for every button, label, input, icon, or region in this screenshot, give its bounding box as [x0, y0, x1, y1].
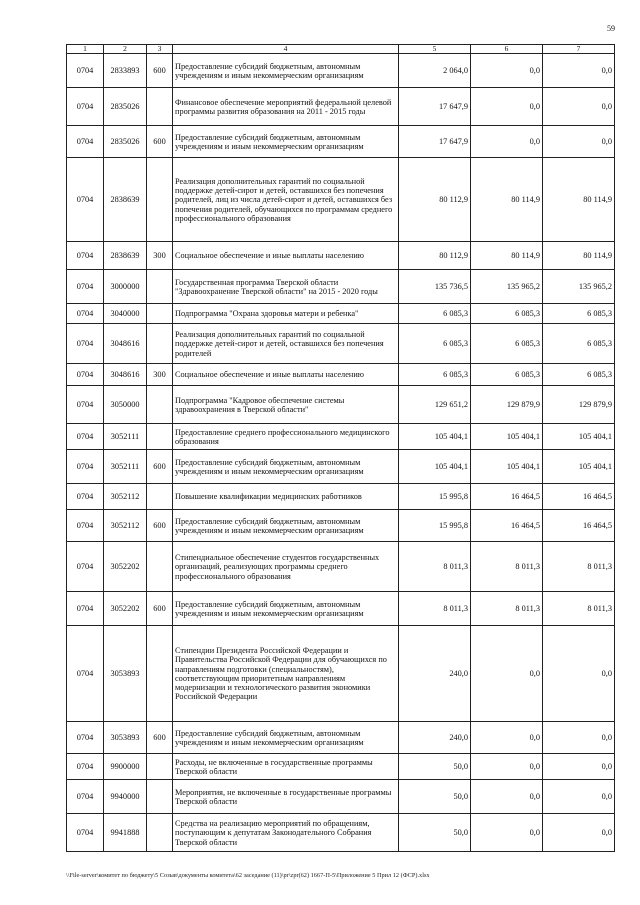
amount-col-5: 15 995,8: [399, 510, 471, 542]
budget-table-body: [67, 45, 615, 852]
amount-col-7: 6 085,3: [543, 304, 615, 324]
target-article-code: 9900000: [104, 754, 147, 780]
section-code: 0704: [67, 364, 104, 386]
section-code: 0704: [67, 542, 104, 592]
amount-col-5: 8 011,3: [399, 542, 471, 592]
amount-col-7: 0,0: [543, 722, 615, 754]
section-code: 0704: [67, 126, 104, 158]
target-article-code: 3052202: [104, 592, 147, 626]
amount-col-5: 50,0: [399, 754, 471, 780]
amount-col-7: 129 879,9: [543, 386, 615, 424]
budget-table: [66, 44, 615, 852]
amount-col-7: 0,0: [543, 88, 615, 126]
expense-name: Социальное обеспечение и иные выплаты населению: [173, 364, 399, 386]
expense-name: Повышение квалификации медицинских работников: [173, 484, 399, 510]
amount-col-6: 80 114,9: [471, 242, 543, 270]
amount-col-6: 16 464,5: [471, 510, 543, 542]
amount-col-6: 8 011,3: [471, 542, 543, 592]
expense-type-code: [147, 626, 173, 722]
expense-name: Подпрограмма "Кадровое обеспечение системы здравоохранения в Тверской области": [173, 386, 399, 424]
amount-col-7: 105 404,1: [543, 450, 615, 484]
amount-col-6: 105 404,1: [471, 450, 543, 484]
table-row: [67, 88, 615, 126]
section-code: 0704: [67, 780, 104, 814]
amount-col-5: 6 085,3: [399, 364, 471, 386]
expense-type-code: [147, 304, 173, 324]
amount-col-7: 16 464,5: [543, 484, 615, 510]
file-path-footer: \\File-server\комитет по бюджету\5 Созыв\документы комитета\62 заседание (11)\pr\zpr(62) 1667-П-5\Приложение 5 Прил 12 (ФСР).xlsx: [66, 872, 430, 879]
expense-name: Финансовое обеспечение мероприятий федеральной целевой программы развития образования на 2011 - 2015 годы: [173, 88, 399, 126]
table-row: [67, 364, 615, 386]
amount-col-6: 80 114,9: [471, 158, 543, 242]
amount-col-6: 6 085,3: [471, 364, 543, 386]
amount-col-5: 80 112,9: [399, 158, 471, 242]
amount-col-6: 0,0: [471, 722, 543, 754]
expense-name: Государственная программа Тверской области "Здравоохранение Тверской области" на 2015 - 2020 годы: [173, 270, 399, 304]
section-code: 0704: [67, 304, 104, 324]
target-article-code: 3052111: [104, 450, 147, 484]
section-code: 0704: [67, 324, 104, 364]
amount-col-5: 129 651,2: [399, 386, 471, 424]
expense-name: Реализация дополнительных гарантий по социальной поддержке детей-сирот и детей, оставшихся без попечения родителей, лиц из числа детей-сирот и детей, оставшихся без попечения родителей, обучающихся по программам среднего профессионального образования: [173, 158, 399, 242]
amount-col-7: 0,0: [543, 754, 615, 780]
expense-type-code: [147, 270, 173, 304]
amount-col-6: 0,0: [471, 780, 543, 814]
expense-type-code: 600: [147, 450, 173, 484]
target-article-code: 2838639: [104, 242, 147, 270]
expense-name: Предоставление субсидий бюджетным, автономным учреждениям и иным некоммерческим организациям: [173, 126, 399, 158]
table-row: [67, 270, 615, 304]
amount-col-6: 6 085,3: [471, 324, 543, 364]
table-row: [67, 54, 615, 88]
section-code: 0704: [67, 270, 104, 304]
table-row: [67, 722, 615, 754]
section-code: 0704: [67, 54, 104, 88]
expense-type-code: [147, 324, 173, 364]
expense-name: Предоставление субсидий бюджетным, автономным учреждениям и иным некоммерческим организациям: [173, 722, 399, 754]
amount-col-7: 135 965,2: [543, 270, 615, 304]
amount-col-7: 0,0: [543, 626, 615, 722]
target-article-code: 2835026: [104, 126, 147, 158]
table-row: [67, 510, 615, 542]
expense-type-code: 600: [147, 510, 173, 542]
table-row: [67, 126, 615, 158]
target-article-code: 3048616: [104, 324, 147, 364]
target-article-code: 3053893: [104, 626, 147, 722]
amount-col-6: 0,0: [471, 814, 543, 852]
expense-type-code: 600: [147, 722, 173, 754]
table-row: [67, 424, 615, 450]
amount-col-5: 6 085,3: [399, 324, 471, 364]
amount-col-7: 8 011,3: [543, 542, 615, 592]
amount-col-5: 105 404,1: [399, 450, 471, 484]
amount-col-5: 240,0: [399, 722, 471, 754]
expense-type-code: [147, 780, 173, 814]
section-code: 0704: [67, 386, 104, 424]
expense-type-code: [147, 386, 173, 424]
amount-col-6: 8 011,3: [471, 592, 543, 626]
header-col-5: 5: [399, 45, 471, 54]
amount-col-5: 2 064,0: [399, 54, 471, 88]
expense-name: Средства на реализацию мероприятий по обращениям, поступающим к депутатам Законодательного Собрания Тверской области: [173, 814, 399, 852]
target-article-code: 3052202: [104, 542, 147, 592]
expense-name: Стипендии Президента Российской Федерации и Правительства Российской Федерации для обучающихся по направлениям подготовки (специальностям), соответствующим приоритетным направлениям модернизации и технологического развития экономики Российской Федерации: [173, 626, 399, 722]
amount-col-5: 17 647,9: [399, 88, 471, 126]
amount-col-6: 0,0: [471, 126, 543, 158]
header-col-2: 2: [104, 45, 147, 54]
table-row: [67, 754, 615, 780]
expense-type-code: [147, 158, 173, 242]
amount-col-5: 135 736,5: [399, 270, 471, 304]
expense-type-code: [147, 88, 173, 126]
expense-name: Реализация дополнительных гарантий по социальной поддержке детей-сирот и детей, оставшихся без попечения родителей: [173, 324, 399, 364]
amount-col-5: 50,0: [399, 814, 471, 852]
expense-type-code: 600: [147, 592, 173, 626]
table-row: [67, 484, 615, 510]
expense-type-code: 600: [147, 54, 173, 88]
amount-col-5: 15 995,8: [399, 484, 471, 510]
expense-name: Предоставление субсидий бюджетным, автономным учреждениям и иным некоммерческим организациям: [173, 450, 399, 484]
expense-name: Социальное обеспечение и иные выплаты населению: [173, 242, 399, 270]
expense-name: Мероприятия, не включенные в государственные программы Тверской области: [173, 780, 399, 814]
expense-name: Предоставление среднего профессионального медицинского образования: [173, 424, 399, 450]
table-row: [67, 542, 615, 592]
table-row: [67, 450, 615, 484]
amount-col-7: 0,0: [543, 780, 615, 814]
expense-type-code: [147, 424, 173, 450]
section-code: 0704: [67, 754, 104, 780]
section-code: 0704: [67, 510, 104, 542]
section-code: 0704: [67, 814, 104, 852]
amount-col-7: 8 011,3: [543, 592, 615, 626]
expense-type-code: 600: [147, 126, 173, 158]
table-row: [67, 386, 615, 424]
expense-name: Подпрограмма "Охрана здоровья матери и ребенка": [173, 304, 399, 324]
page-number: 59: [607, 24, 615, 33]
table-row: [67, 592, 615, 626]
amount-col-7: 16 464,5: [543, 510, 615, 542]
amount-col-5: 8 011,3: [399, 592, 471, 626]
table-row: [67, 814, 615, 852]
target-article-code: 3052111: [104, 424, 147, 450]
amount-col-7: 80 114,9: [543, 158, 615, 242]
expense-name: Предоставление субсидий бюджетным, автономным учреждениям и иным некоммерческим организациям: [173, 510, 399, 542]
expense-name: Предоставление субсидий бюджетным, автономным учреждениям и иным некоммерческим организациям: [173, 54, 399, 88]
target-article-code: 9941888: [104, 814, 147, 852]
expense-type-code: 300: [147, 364, 173, 386]
expense-name: Расходы, не включенные в государственные программы Тверской области: [173, 754, 399, 780]
amount-col-5: 240,0: [399, 626, 471, 722]
target-article-code: 3050000: [104, 386, 147, 424]
amount-col-5: 105 404,1: [399, 424, 471, 450]
target-article-code: 3053893: [104, 722, 147, 754]
amount-col-6: 0,0: [471, 626, 543, 722]
target-article-code: 3048616: [104, 364, 147, 386]
header-col-7: 7: [543, 45, 615, 54]
expense-name: Предоставление субсидий бюджетным, автономным учреждениям и иным некоммерческим организациям: [173, 592, 399, 626]
amount-col-6: 6 085,3: [471, 304, 543, 324]
amount-col-6: 16 464,5: [471, 484, 543, 510]
section-code: 0704: [67, 424, 104, 450]
section-code: 0704: [67, 158, 104, 242]
table-row: [67, 242, 615, 270]
target-article-code: 3000000: [104, 270, 147, 304]
amount-col-6: 0,0: [471, 754, 543, 780]
header-col-1: 1: [67, 45, 104, 54]
amount-col-6: 0,0: [471, 54, 543, 88]
amount-col-6: 129 879,9: [471, 386, 543, 424]
expense-type-code: [147, 542, 173, 592]
header-col-4: 4: [173, 45, 399, 54]
section-code: 0704: [67, 450, 104, 484]
section-code: 0704: [67, 484, 104, 510]
amount-col-6: 105 404,1: [471, 424, 543, 450]
table-row: [67, 626, 615, 722]
expense-type-code: [147, 814, 173, 852]
expense-type-code: [147, 754, 173, 780]
header-col-3: 3: [147, 45, 173, 54]
target-article-code: 2835026: [104, 88, 147, 126]
target-article-code: 2838639: [104, 158, 147, 242]
expense-name: Стипендиальное обеспечение студентов государственных организаций, реализующих программы среднего профессионального образования: [173, 542, 399, 592]
table-row: [67, 158, 615, 242]
section-code: 0704: [67, 242, 104, 270]
expense-type-code: [147, 484, 173, 510]
amount-col-7: 6 085,3: [543, 364, 615, 386]
section-code: 0704: [67, 592, 104, 626]
amount-col-7: 6 085,3: [543, 324, 615, 364]
amount-col-7: 0,0: [543, 54, 615, 88]
amount-col-7: 80 114,9: [543, 242, 615, 270]
target-article-code: 3040000: [104, 304, 147, 324]
table-row: [67, 324, 615, 364]
table-header-row: [67, 45, 615, 54]
target-article-code: 9940000: [104, 780, 147, 814]
table-row: [67, 780, 615, 814]
target-article-code: 2833893: [104, 54, 147, 88]
target-article-code: 3052112: [104, 510, 147, 542]
section-code: 0704: [67, 88, 104, 126]
expense-type-code: 300: [147, 242, 173, 270]
amount-col-5: 6 085,3: [399, 304, 471, 324]
amount-col-7: 105 404,1: [543, 424, 615, 450]
target-article-code: 3052112: [104, 484, 147, 510]
amount-col-5: 17 647,9: [399, 126, 471, 158]
amount-col-7: 0,0: [543, 126, 615, 158]
amount-col-6: 0,0: [471, 88, 543, 126]
amount-col-5: 50,0: [399, 780, 471, 814]
amount-col-5: 80 112,9: [399, 242, 471, 270]
amount-col-7: 0,0: [543, 814, 615, 852]
amount-col-6: 135 965,2: [471, 270, 543, 304]
table-row: [67, 304, 615, 324]
section-code: 0704: [67, 722, 104, 754]
section-code: 0704: [67, 626, 104, 722]
header-col-6: 6: [471, 45, 543, 54]
